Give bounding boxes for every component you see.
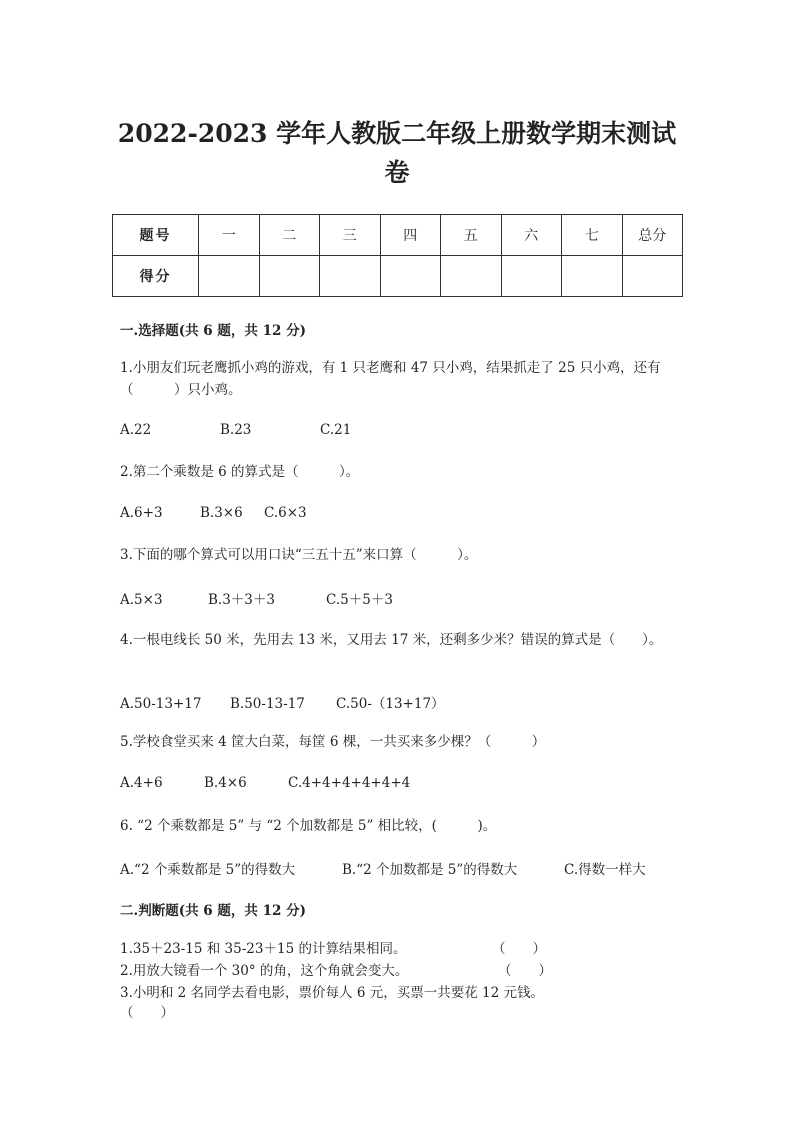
question-2-options xyxy=(120,505,307,521)
score-cell[interactable] xyxy=(622,256,683,297)
header-cell: 七 xyxy=(562,215,623,256)
title-line-1: 2022-2023 学年人教版二年级上册数学期末测试 xyxy=(117,119,677,148)
option-b[interactable]: B.4×6 xyxy=(204,775,247,791)
score-table-header-row xyxy=(113,215,683,256)
score-cell[interactable] xyxy=(380,256,441,297)
question-3: 3.下面的哪个算式可以用口诀“三五十五”来口算（ ）。 xyxy=(120,547,478,563)
option-b[interactable]: B.3＋3＋3 xyxy=(208,592,275,608)
option-c[interactable]: C.6×3 xyxy=(264,505,307,521)
header-cell: 五 xyxy=(441,215,502,256)
section-heading-judgement: 二.判断题(共 6 题，共 12 分) xyxy=(120,903,306,919)
header-cell: 总分 xyxy=(622,215,683,256)
option-c[interactable]: C.5＋5＋3 xyxy=(326,592,393,608)
header-cell: 三 xyxy=(320,215,381,256)
option-a[interactable]: A.22 xyxy=(120,422,152,438)
option-c[interactable]: C.得数一样大 xyxy=(564,862,646,878)
judgement-3-text: 3.小明和 2 名同学去看电影，票价每人 6 元，买票一共要花 12 元钱。 xyxy=(120,985,544,1001)
question-1-options xyxy=(120,422,351,438)
score-cell[interactable] xyxy=(501,256,562,297)
section-heading-choice: 一.选择题(共 6 题，共 12 分) xyxy=(120,323,306,339)
score-cell[interactable] xyxy=(441,256,502,297)
question-5: 5.学校食堂买来 4 筐大白菜，每筐 6 棵，一共买来多少棵？（ ） xyxy=(120,734,546,750)
question-3-options xyxy=(120,588,393,608)
judgement-1 xyxy=(120,937,546,957)
score-row-label: 得分 xyxy=(113,256,199,297)
score-table xyxy=(112,214,683,297)
option-b[interactable]: B.3×6 xyxy=(200,505,243,521)
score-cell[interactable] xyxy=(320,256,381,297)
header-cell-label: 题号 xyxy=(113,215,199,256)
option-a[interactable]: A.5×3 xyxy=(120,592,163,608)
option-c[interactable]: C.21 xyxy=(320,422,352,438)
exam-title xyxy=(100,114,694,192)
judgement-2-answer-blank[interactable]: （ ） xyxy=(498,963,552,979)
question-4: 4.一根电线长 50 米，先用去 13 米，又用去 17 米，还剩多少米？错误的算式是（ ）。 xyxy=(120,632,663,648)
score-cell[interactable] xyxy=(562,256,623,297)
header-cell: 二 xyxy=(259,215,320,256)
judgement-2 xyxy=(120,959,552,979)
score-cell[interactable] xyxy=(199,256,260,297)
score-table-score-row xyxy=(113,256,683,297)
judgement-1-answer-blank[interactable]: （ ） xyxy=(492,941,546,957)
option-c[interactable]: C.50-（13+17） xyxy=(336,696,445,712)
header-cell: 一 xyxy=(199,215,260,256)
title-line-2: 卷 xyxy=(384,158,410,187)
question-6: 6. “2 个乘数都是 5” 与 “2 个加数都是 5” 相比较，( )。 xyxy=(120,818,497,834)
question-2: 2.第二个乘数是 6 的算式是（ ）。 xyxy=(120,464,360,480)
question-6-options xyxy=(120,858,646,878)
option-b[interactable]: B.23 xyxy=(220,422,252,438)
option-a[interactable]: A.4+6 xyxy=(120,775,163,791)
header-cell: 六 xyxy=(501,215,562,256)
option-c[interactable]: C.4+4+4+4+4+4 xyxy=(288,775,411,791)
option-a[interactable]: A.“2 个乘数都是 5”的得数大 xyxy=(120,862,296,878)
judgement-2-text: 2.用放大镜看一个 30° 的角，这个角就会变大。 xyxy=(120,963,409,979)
question-1: 1.小朋友们玩老鹰抓小鸡的游戏，有 1 只老鹰和 47 只小鸡，结果抓走了 25 只小鸡，还有（ ）只小鸡。 xyxy=(120,360,661,398)
question-5-options xyxy=(120,775,410,791)
judgement-1-text: 1.35＋23-15 和 35-23＋15 的计算结果相同。 xyxy=(120,941,407,957)
header-cell: 四 xyxy=(380,215,441,256)
option-b[interactable]: B.“2 个加数都是 5”的得数大 xyxy=(342,862,518,878)
judgement-3-answer-blank[interactable]: （ ） xyxy=(120,1005,174,1021)
score-cell[interactable] xyxy=(259,256,320,297)
option-a[interactable]: A.50-13+17 xyxy=(120,696,202,712)
option-b[interactable]: B.50-13-17 xyxy=(230,696,305,712)
question-4-options xyxy=(120,692,445,712)
option-a[interactable]: A.6+3 xyxy=(120,505,163,521)
